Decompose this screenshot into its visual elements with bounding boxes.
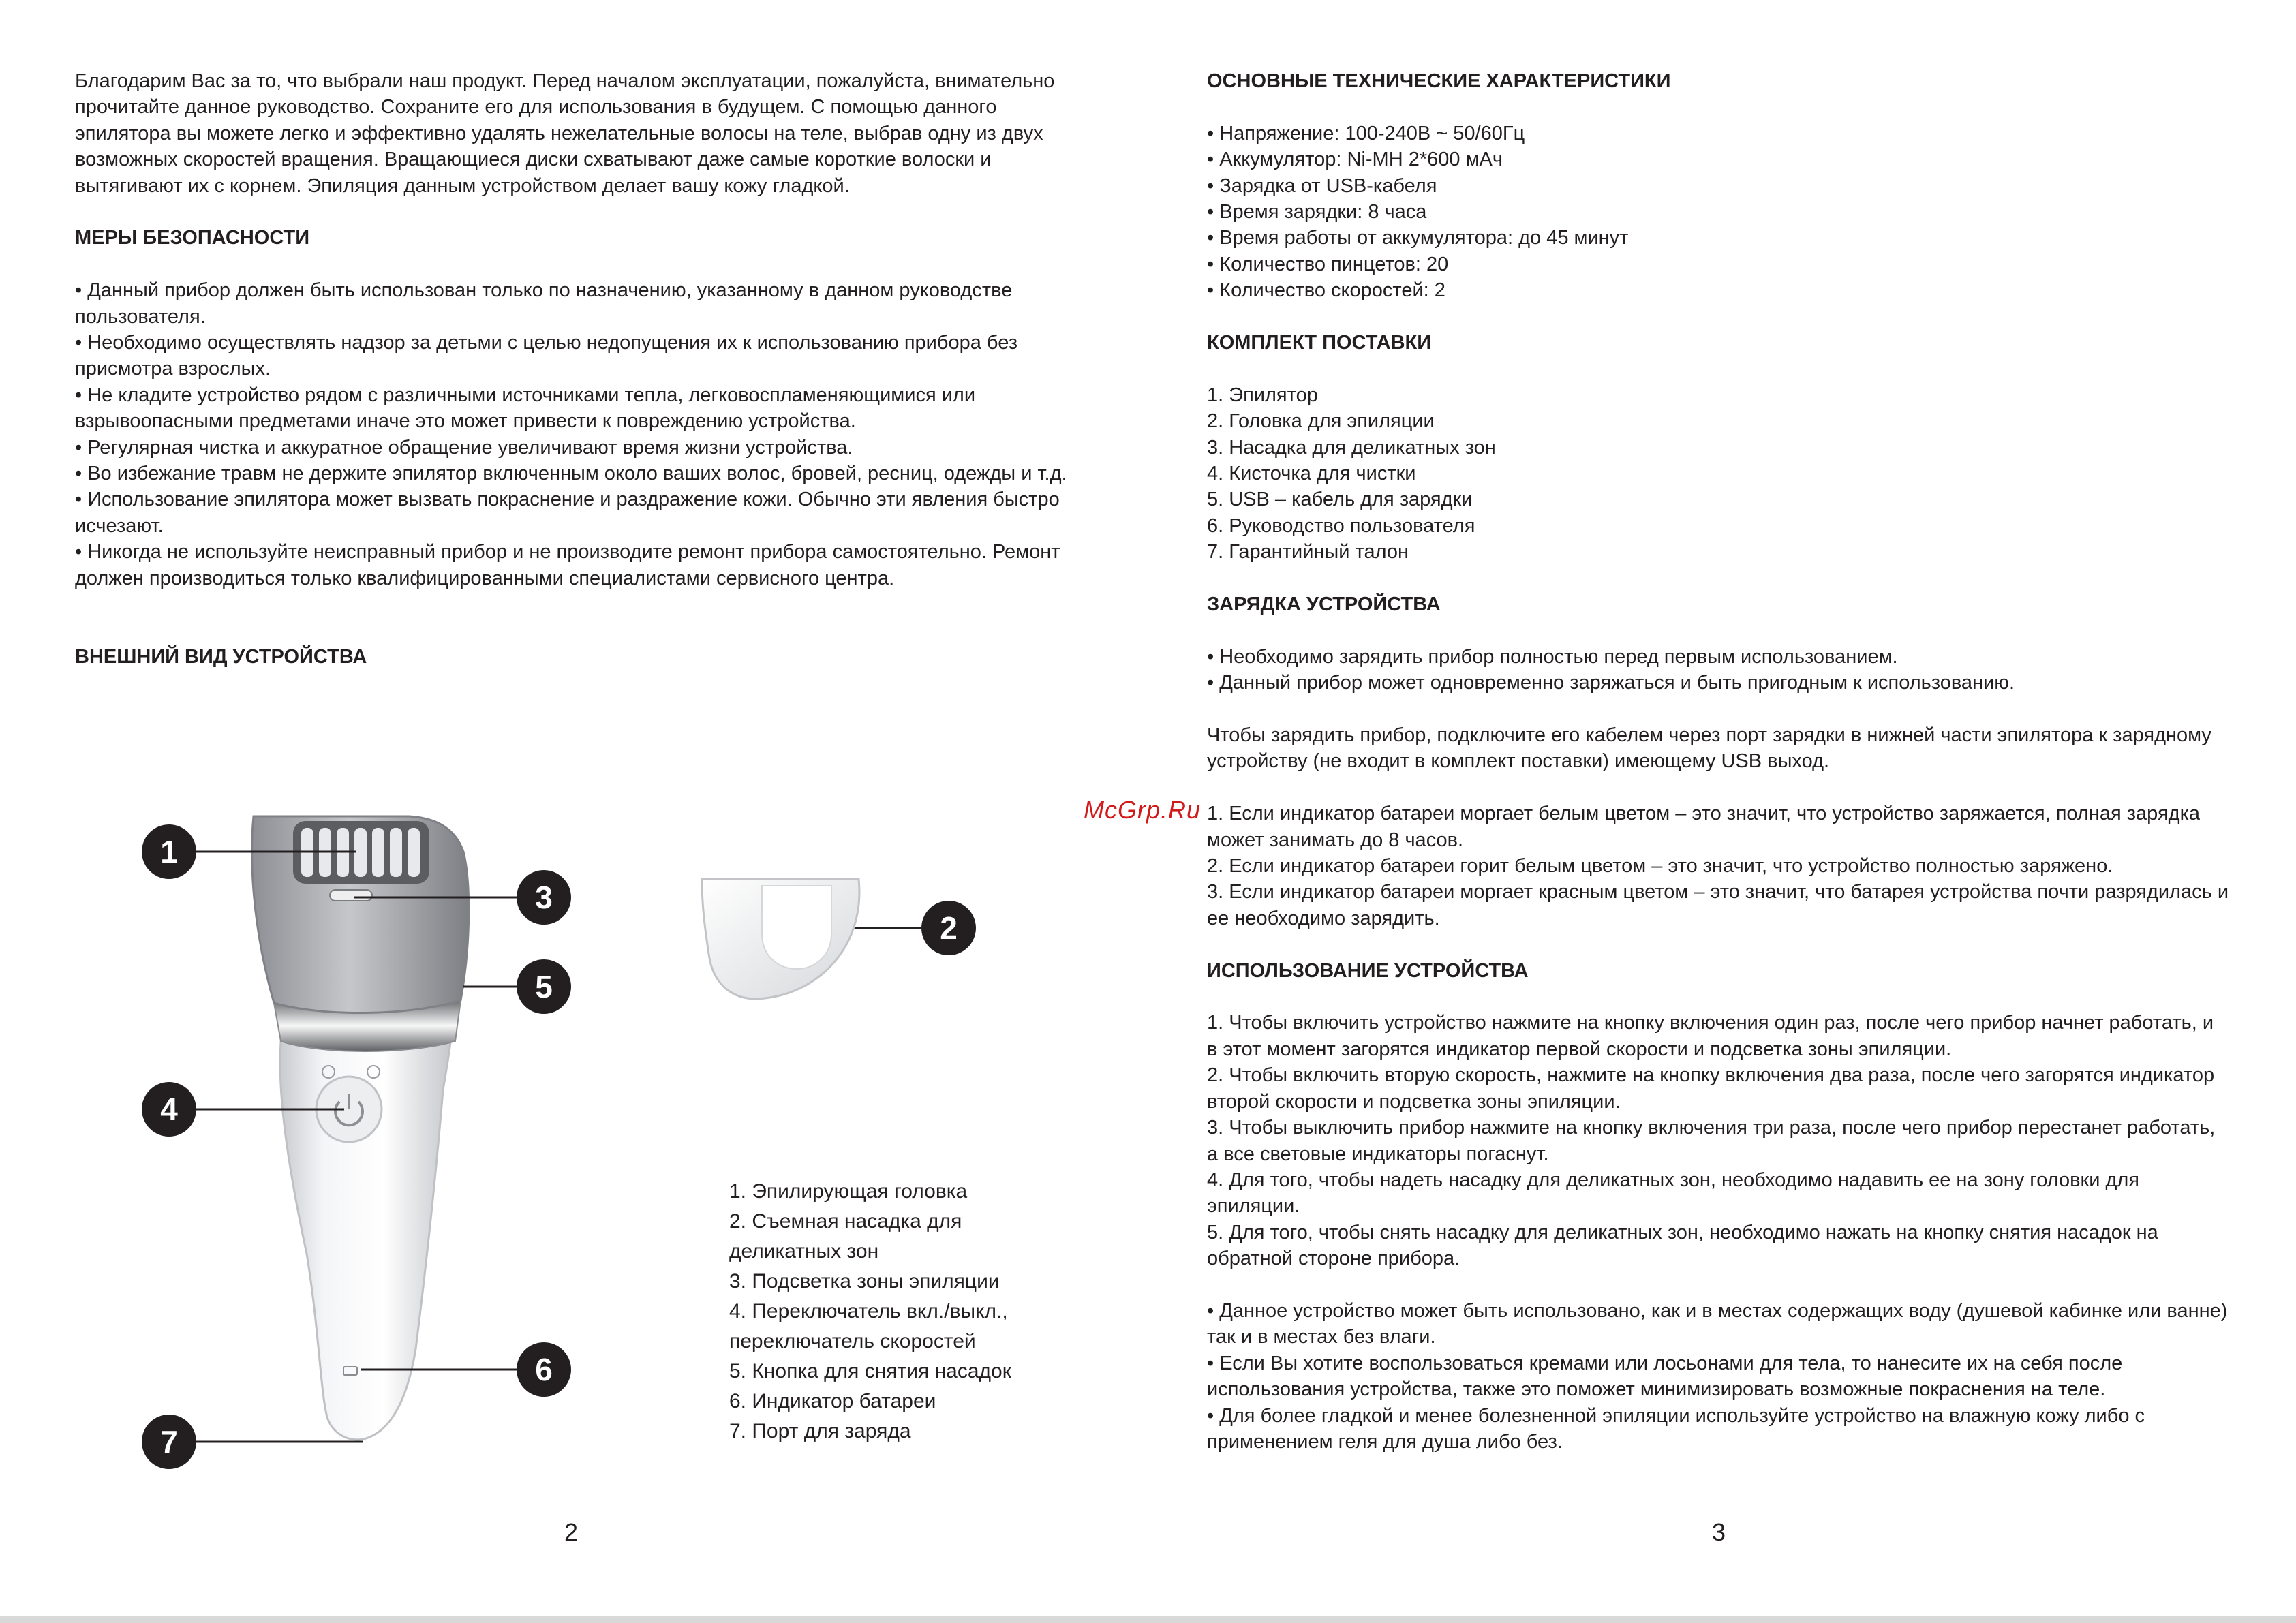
safety-item: • Никогда не используйте неисправный прибор и не производите ремонт прибора самостоятельно. Ремонт должен производиться только квалифицированными специалистами сервисного центра. [75,541,1060,589]
usage-heading: ИСПОЛЬЗОВАНИЕ УСТРОЙСТВА [1207,959,1529,982]
usage-step: 4. Для того, чтобы надеть насадку для деликатных зон, необходимо надавить ее на зону головки для эпиляции. [1207,1169,2139,1218]
callout-2: 2 [940,910,958,946]
spec-item: • Количество скоростей: 2 [1207,279,1445,302]
callout-4: 4 [160,1092,178,1127]
watermark: McGrp.Ru [1084,796,1201,824]
spec-item: • Аккумулятор: Ni-MH 2*600 мАч [1207,149,1503,171]
kit-item: 3. Насадка для деликатных зон [1207,436,1496,459]
charging-bullet: • Необходимо зарядить прибор полностью перед первым использованием. [1207,645,1898,668]
kit-heading: КОМПЛЕКТ ПОСТАВКИ [1207,332,1432,354]
intro-paragraph: Благодарим Вас за то, что выбрали наш продукт. Перед началом эксплуатации, пожалуйста, внимательно прочитайте данное руководство. Сохраните его для использования в будущем. С помощью данного эпилятора вы можете легко и эффективно удалять нежелательные волосы на теле, выбрав одну из двух возможных скоростей вращения. Вращающиеся диски схватывают даже самые короткие волоски и вытягивают их с корнем. Эпиляция данным устройством делает вашу кожу гладкой. [75,70,1055,197]
callout-1: 1 [160,834,178,869]
safety-item: • Необходимо осуществлять надзор за детьми с целью недопущения их к использованию прибора без присмотра взрослых. [75,332,1018,380]
charging-step: 3. Если индикатор батареи моргает красным цветом – это значит, что батарея устройства почти разрядилась и ее необходимо зарядить. [1207,881,2229,929]
spec-item: • Количество пинцетов: 20 [1207,253,1449,275]
safety-item: • Не кладите устройство рядом с различными источниками тепла, легковоспламеняющимися или взрывоопасными предметами иначе это может привести к повреждению устройства. [75,384,976,433]
charging-step: 1. Если индикатор батареи моргает белым цветом – это значит, что устройство заряжается, полная зарядка может занимать до 8 часов. [1207,803,2201,851]
kit-item: 6. Руководство пользователя [1207,514,1475,537]
callout-7: 7 [160,1424,178,1459]
charging-heading: ЗАРЯДКА УСТРОЙСТВА [1207,593,1441,616]
legend-item: 2. Съемная насадка для [729,1210,962,1233]
legend-item: 7. Порт для заряда [729,1420,911,1442]
safety-item: • Использование эпилятора может вызвать покраснение и раздражение кожи. Обычно эти явления быстро исчезают. [75,489,1060,537]
appearance-heading: ВНЕШНИЙ ВИД УСТРОЙСТВА [75,645,367,668]
usage-note: • Если Вы хотите воспользоваться кремами или лосьонами для тела, то нанесите их на себя после использования устройства, также это поможет минимизировать возможные покраснения на теле. [1207,1352,2123,1401]
parts-legend [729,1177,1011,1447]
legend-item: 3. Подсветка зоны эпиляции [729,1270,1000,1293]
legend-item: деликатных зон [729,1240,879,1263]
safety-heading: МЕРЫ БЕЗОПАСНОСТИ [75,227,310,249]
safety-item: • Данный прибор должен быть использован только по назначению, указанному в данном руководстве пользователя. [75,279,1013,328]
usage-note: • Для более гладкой и менее болезненной эпиляции используйте устройство на влажную кожу либо с применением геля для душа либо без. [1207,1404,2145,1453]
charging-bullet: • Данный прибор может одновременно заряжаться и быть пригодным к использованию. [1207,672,2015,694]
callout-5: 5 [535,969,553,1004]
kit-item: 1. Эпилятор [1207,384,1318,406]
legend-item: переключатель скоростей [729,1330,976,1352]
usage-step: 1. Чтобы включить устройство нажмите на кнопку включения один раз, после чего прибор начнет работать, и в этот момент загорятся индикатор первой скорости и подсветка зоны эпиляции. [1207,1012,2214,1060]
cap-slot [762,886,831,969]
legend-item: 6. Индикатор батареи [729,1390,936,1412]
spec-item: • Зарядка от USB-кабеля [1207,174,1437,197]
legend-item: 5. Кнопка для снятия насадок [729,1360,1011,1382]
charging-step: 2. Если индикатор батареи горит белым цветом – это значит, что устройство полностью заряжено. [1207,855,2113,878]
kit-item: 5. USB – кабель для зарядки [1207,489,1473,511]
safety-item: • Во избежание травм не держите эпилятор включенным около ваших волос, бровей, ресниц, одежды и т.д. [75,463,1067,485]
charging-paragraph: Чтобы зарядить прибор, подключите его кабелем через порт зарядки в нижней части эпилятора к зарядному устройству (не входит в комплект поставки) имеющему USB выход. [1207,724,2211,773]
specs-heading: ОСНОВНЫЕ ТЕХНИЧЕСКИЕ ХАРАКТЕРИСТИКИ [1207,70,1671,92]
usage-step: 2. Чтобы включить вторую скорость, нажмите на кнопку включения два раза, после чего загорятся индикатор второй скорости и подсветка зоны эпиляции. [1207,1064,2215,1113]
bottom-edge [0,1616,2296,1623]
callout-3: 3 [535,880,553,915]
page-number-left: 2 [564,1518,579,1546]
kit-item: 7. Гарантийный талон [1207,541,1409,563]
legend-item: 4. Переключатель вкл./выкл., [729,1300,1008,1323]
epilator-body [280,1002,452,1440]
legend-item: 1. Эпилирующая головка [729,1180,968,1203]
page-number-right: 3 [1712,1518,1726,1546]
spec-item: • Напряжение: 100-240В ~ 50/60Гц [1207,122,1525,144]
spec-item: • Время зарядки: 8 часа [1207,201,1427,223]
safety-item: • Регулярная чистка и аккуратное обращение увеличивают время жизни устройства. [75,436,853,459]
zone-light [330,890,372,901]
usage-note: • Данное устройство может быть использовано, как и в местах содержащих воду (душевой кабинке или ванне) так и в местах без влаги. [1207,1299,2228,1348]
spec-item: • Время работы от аккумулятора: до 45 минут [1207,227,1629,249]
usage-step: 3. Чтобы выключить прибор нажмите на кнопку включения три раза, после чего прибор перестанет работать, а все световые индикаторы погаснут. [1207,1117,2216,1165]
callout-6: 6 [535,1352,553,1387]
kit-item: 4. Кисточка для чистки [1207,463,1416,485]
kit-item: 2. Головка для эпиляции [1207,410,1435,433]
right-page-text [1207,68,2229,1455]
usage-step: 5. Для того, чтобы снять насадку для деликатных зон, необходимо нажать на кнопку снятия насадок на обратной стороне прибора. [1207,1221,2158,1270]
